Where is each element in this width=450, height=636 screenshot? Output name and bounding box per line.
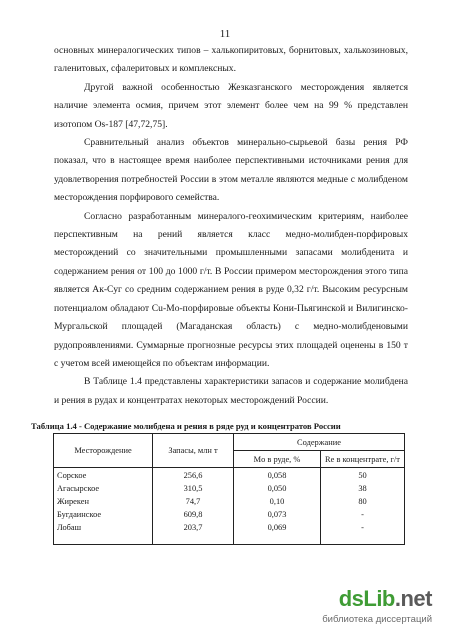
cell-mo: 0,069 bbox=[234, 523, 321, 545]
table-row bbox=[54, 523, 405, 545]
cell-deposit: Жирекен bbox=[54, 497, 153, 510]
body-text bbox=[54, 42, 408, 410]
cell-mo: 0,058 bbox=[234, 468, 321, 485]
header-mo: Mo в руде, % bbox=[234, 451, 321, 468]
paragraph-3: Сравнительный анализ объектов минерально-сырьевой базы рения РФ показал, что в настоящее время наиболее перспективными источниками рения для удовлетворения потребностей России в этом металле являются медные с молибденом месторождения порфирового семейства. bbox=[54, 137, 408, 204]
header-content: Содержание bbox=[234, 434, 405, 451]
cell-deposit: Бугдаинское bbox=[54, 510, 153, 523]
deposits-table bbox=[53, 433, 405, 545]
cell-deposit: Лобаш bbox=[54, 523, 153, 545]
cell-re: 38 bbox=[321, 484, 405, 497]
paragraph-2: Другой важной особенностью Жезказганского месторождения является наличие элемента осмия, причем этот элемент более чем на 99 % представлен изотопом Os-187 [47,72,75]. bbox=[54, 81, 408, 130]
cell-mo: 0,050 bbox=[234, 484, 321, 497]
cell-reserves: 203,7 bbox=[153, 523, 234, 545]
cell-reserves: 74,7 bbox=[153, 497, 234, 510]
cell-reserves: 256,6 bbox=[153, 468, 234, 485]
cell-re: 80 bbox=[321, 497, 405, 510]
cell-re: 50 bbox=[321, 468, 405, 485]
cell-mo: 0,10 bbox=[234, 497, 321, 510]
header-reserves: Запасы, млн т bbox=[153, 434, 234, 468]
cell-mo: 0,073 bbox=[234, 510, 321, 523]
page-number: 11 bbox=[219, 28, 231, 40]
cell-re: - bbox=[321, 510, 405, 523]
header-deposit: Месторождение bbox=[54, 434, 153, 468]
cell-reserves: 310,5 bbox=[153, 484, 234, 497]
paragraph-4: Согласно разработанным минералого-геохимическим критериям, наиболее перспективным на рений является класс медно-молибден-порфировых месторождений со значительными промышленными запасами молибденита и содержанием рения от 100 до 1000 г/т. В России примером месторождения этого типа является Ак-Суг со средним содержанием рения в руде 0,32 г/т. Высоким ресурсным потенциалом обладают Cu-Mo-порфировые объекты Кони-Пьягинской и Вилигинско-Мургальской площадей (Магаданская область) с медно-молибденовыми рудопроявлениями. Суммарные прогнозные ресурсы этих площадей оценены в 150 т с учетом всей имеющейся по объектам информации. bbox=[54, 210, 408, 369]
table-row bbox=[54, 468, 405, 485]
cell-re: - bbox=[321, 523, 405, 545]
table-row bbox=[54, 497, 405, 510]
cell-deposit: Агасырское bbox=[54, 484, 153, 497]
logo-tld-text: .net bbox=[394, 586, 432, 611]
paragraph-5: В Таблице 1.4 представлены характеристики запасов и содержание молибдена и рения в рудах и концентратах некоторых месторождений России. bbox=[54, 376, 408, 406]
watermark-subtitle: библиотека диссертаций bbox=[322, 614, 432, 625]
table-caption: Таблица 1.4 - Содержание молибдена и рения в ряде руд и концентратов России bbox=[31, 421, 341, 431]
cell-deposit: Сорское bbox=[54, 468, 153, 485]
header-re: Re в концентрате, г/т bbox=[321, 451, 405, 468]
cell-reserves: 609,8 bbox=[153, 510, 234, 523]
table-row bbox=[54, 510, 405, 523]
logo-main-text: dsLib bbox=[338, 586, 395, 611]
dslib-watermark bbox=[300, 586, 440, 630]
table-row bbox=[54, 484, 405, 497]
paragraph-1: основных минералогических типов – халькопиритовых, борнитовых, халькозиновых, галенитовых, сфалеритовых и комплексных. bbox=[54, 45, 408, 75]
dslib-logo bbox=[339, 586, 432, 612]
